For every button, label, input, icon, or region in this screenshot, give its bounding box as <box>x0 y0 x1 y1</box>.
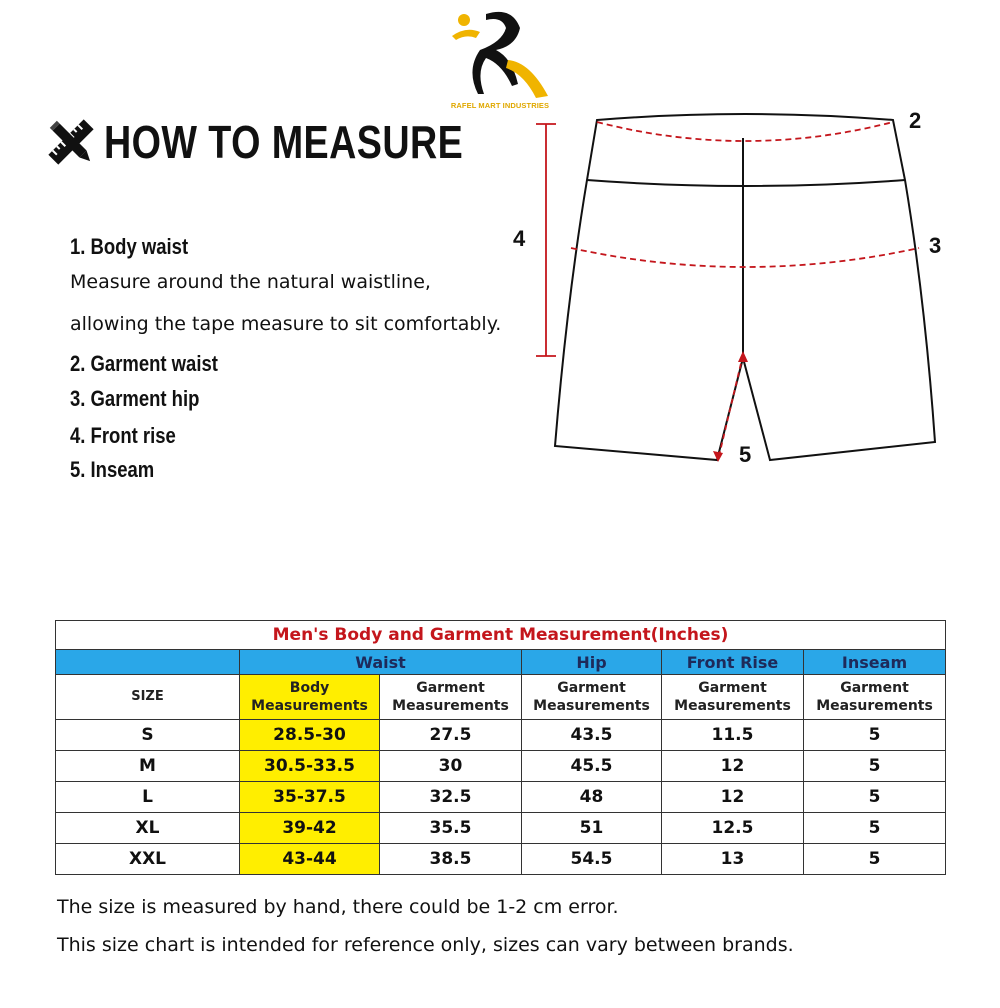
table-row <box>56 844 946 875</box>
diagram-label-4: 4 <box>513 226 526 251</box>
ruler-pencil-icon <box>42 114 100 170</box>
subheader-body-measurements: Body Measurements <box>240 675 380 720</box>
cell-front-rise: 12 <box>662 751 804 782</box>
cell-size: S <box>56 720 240 751</box>
table-row <box>56 720 946 751</box>
cell-hip: 54.5 <box>522 844 662 875</box>
cell-body-waist: 39-42 <box>240 813 380 844</box>
step-garment-waist: 2. Garment waist <box>70 351 218 376</box>
header-hip: Hip <box>522 650 662 675</box>
cell-inseam: 5 <box>804 844 946 875</box>
diagram-label-3: 3 <box>929 233 942 258</box>
table-row <box>56 813 946 844</box>
cell-inseam: 5 <box>804 782 946 813</box>
cell-front-rise: 12 <box>662 782 804 813</box>
cell-body-waist: 43-44 <box>240 844 380 875</box>
cell-garment-waist: 38.5 <box>380 844 522 875</box>
step-front-rise: 4. Front rise <box>70 423 176 448</box>
shorts-diagram <box>505 100 965 480</box>
step-garment-hip: 3. Garment hip <box>70 386 200 411</box>
diagram-label-2: 2 <box>909 108 922 133</box>
runner-icon <box>446 6 554 102</box>
cell-hip: 43.5 <box>522 720 662 751</box>
diagram-label-5: 5 <box>739 442 752 467</box>
cell-body-waist: 28.5-30 <box>240 720 380 751</box>
header-empty <box>56 650 240 675</box>
cell-front-rise: 13 <box>662 844 804 875</box>
cell-hip: 48 <box>522 782 662 813</box>
cell-garment-waist: 27.5 <box>380 720 522 751</box>
cell-front-rise: 12.5 <box>662 813 804 844</box>
note-reference-only: This size chart is intended for reference only, sizes can vary between brands. <box>57 934 794 956</box>
cell-garment-waist: 30 <box>380 751 522 782</box>
header-waist: Waist <box>240 650 522 675</box>
logo-text: RAFEL MART INDUSTRIES <box>450 101 550 110</box>
cell-size: M <box>56 751 240 782</box>
cell-hip: 45.5 <box>522 751 662 782</box>
cell-inseam: 5 <box>804 720 946 751</box>
size-chart-table <box>55 620 945 875</box>
note-hand-measured: The size is measured by hand, there could be 1-2 cm error. <box>57 896 619 918</box>
step-body-waist-desc-1: Measure around the natural waistline, <box>70 271 431 293</box>
subheader-size: SIZE <box>56 675 240 720</box>
page-title: HOW TO MEASURE <box>104 116 464 168</box>
cell-size: L <box>56 782 240 813</box>
shorts-outline <box>505 100 965 480</box>
cell-inseam: 5 <box>804 751 946 782</box>
cell-inseam: 5 <box>804 813 946 844</box>
subheader-garment-inseam: Garment Measurements <box>804 675 946 720</box>
cell-body-waist: 35-37.5 <box>240 782 380 813</box>
table-row <box>56 751 946 782</box>
table-title: Men's Body and Garment Measurement(Inches) <box>56 621 946 650</box>
cell-size: XL <box>56 813 240 844</box>
header-inseam: Inseam <box>804 650 946 675</box>
subheader-garment-waist: Garment Measurements <box>380 675 522 720</box>
table-row <box>56 782 946 813</box>
cell-front-rise: 11.5 <box>662 720 804 751</box>
header-front-rise: Front Rise <box>662 650 804 675</box>
cell-garment-waist: 32.5 <box>380 782 522 813</box>
page-heading <box>42 112 542 172</box>
step-inseam: 5. Inseam <box>70 457 155 482</box>
cell-garment-waist: 35.5 <box>380 813 522 844</box>
cell-size: XXL <box>56 844 240 875</box>
subheader-garment-rise: Garment Measurements <box>662 675 804 720</box>
cell-body-waist: 30.5-33.5 <box>240 751 380 782</box>
cell-hip: 51 <box>522 813 662 844</box>
step-body-waist: 1. Body waist <box>70 234 189 259</box>
subheader-garment-hip: Garment Measurements <box>522 675 662 720</box>
step-body-waist-desc-2: allowing the tape measure to sit comfortably. <box>70 313 502 335</box>
